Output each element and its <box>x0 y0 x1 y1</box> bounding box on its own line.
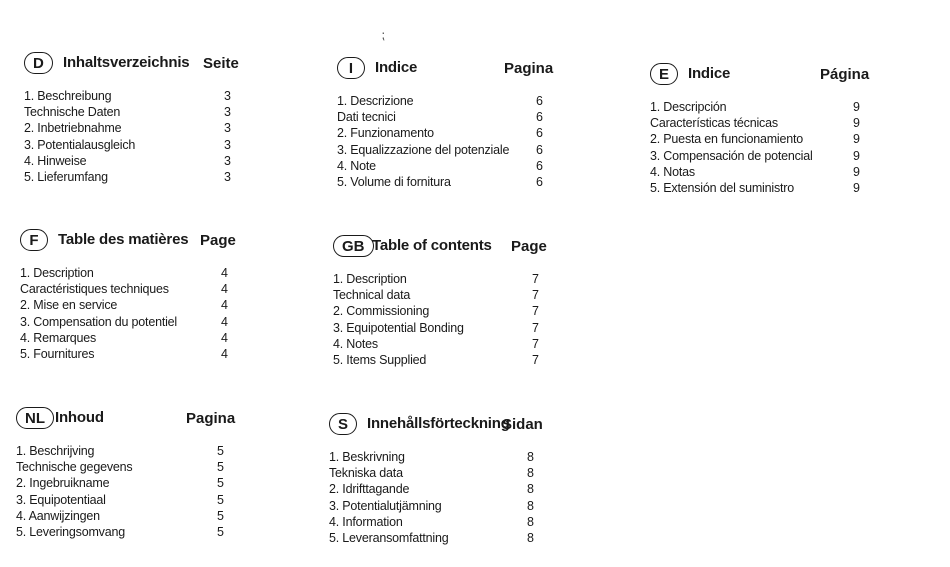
toc-entry-page: 4 <box>221 282 228 297</box>
toc-entry-text: 5. Items Supplied <box>333 352 427 367</box>
toc-row <box>333 352 578 368</box>
toc-entry-page: 7 <box>532 288 539 303</box>
toc-row <box>650 131 895 147</box>
language-badge: I <box>337 57 365 79</box>
toc-row <box>329 530 574 546</box>
toc-entry-text: 3. Potentialausgleich <box>24 137 136 152</box>
toc-section-se <box>329 413 574 545</box>
toc-entry-text: 1. Beschrijving <box>16 444 95 458</box>
toc-entry-text: 4. Notas <box>650 164 695 179</box>
toc-row <box>333 336 578 352</box>
toc-rows <box>650 99 895 196</box>
toc-entry-page: 5 <box>217 492 224 507</box>
toc-entry-text: 5. Fournitures <box>20 346 95 361</box>
toc-heading <box>337 57 582 83</box>
toc-row <box>337 142 582 158</box>
toc-row <box>16 524 261 540</box>
toc-entry-text: 2. Mise en service <box>20 298 118 313</box>
toc-entry-text: 5. Leveringsomvang <box>16 524 125 539</box>
toc-row <box>337 174 582 190</box>
toc-row <box>20 330 265 346</box>
toc-entry-text: Características técnicas <box>650 116 778 131</box>
toc-entry-page: 3 <box>224 121 231 136</box>
toc-entry-page: 6 <box>536 94 543 108</box>
toc-section-es <box>650 63 895 195</box>
language-badge: GB <box>333 235 374 257</box>
toc-entry-text: 5. Volume di fornitura <box>337 174 451 189</box>
toc-row <box>337 158 582 174</box>
toc-entry-page: 3 <box>224 153 231 168</box>
toc-entry-page: 4 <box>221 298 228 313</box>
toc-entry-page: 9 <box>853 100 860 114</box>
page-column-label: Pagina <box>186 410 236 427</box>
toc-title: Indice <box>375 59 418 76</box>
toc-entry-page: 3 <box>224 169 231 184</box>
toc-entry-page: 5 <box>217 476 224 491</box>
toc-entry-text: 4. Aanwijzingen <box>16 508 100 523</box>
toc-entry-page: 7 <box>532 304 539 319</box>
toc-row <box>24 153 269 169</box>
toc-row <box>650 99 895 115</box>
toc-entry-page: 7 <box>532 352 539 367</box>
toc-entry-page: 8 <box>527 498 534 513</box>
toc-entry-text: Technische Daten <box>24 105 121 120</box>
toc-row <box>337 125 582 141</box>
toc-entry-text: 5. Leveransomfattning <box>329 530 449 545</box>
toc-row <box>650 180 895 196</box>
toc-row <box>24 137 269 153</box>
page-column-label: Página <box>820 66 870 83</box>
toc-rows <box>333 271 578 368</box>
toc-entry-text: Dati tecnici <box>337 110 396 125</box>
toc-entry-page: 3 <box>224 89 231 103</box>
toc-entry-text: 4. Remarques <box>20 330 97 345</box>
toc-entry-text: 2. Commissioning <box>333 304 430 319</box>
toc-entry-page: 6 <box>536 110 543 125</box>
toc-entry-text: 1. Beskrivning <box>329 450 405 464</box>
toc-entry-page: 8 <box>527 466 534 481</box>
language-badge: F <box>20 229 48 251</box>
toc-entry-text: 4. Hinweise <box>24 153 87 168</box>
toc-entry-page: 9 <box>853 148 860 163</box>
toc-entry-page: 4 <box>221 266 228 280</box>
toc-row <box>337 109 582 125</box>
toc-row <box>333 303 578 319</box>
toc-row <box>24 169 269 185</box>
toc-entry-text: 1. Descripción <box>650 100 727 114</box>
toc-entry-page: 5 <box>217 508 224 523</box>
language-badge: D <box>24 52 53 74</box>
toc-entry-text: 3. Compensation du potentiel <box>20 314 178 329</box>
toc-rows <box>16 443 261 540</box>
toc-entry-text: 2. Ingebruikname <box>16 476 110 491</box>
toc-row <box>20 297 265 313</box>
toc-entry-text: 4. Information <box>329 514 403 529</box>
page-column-label: Pagina <box>504 60 554 77</box>
toc-row <box>329 449 574 465</box>
toc-row <box>333 320 578 336</box>
toc-entry-page: 6 <box>536 174 543 189</box>
toc-row <box>16 492 261 508</box>
toc-row <box>333 271 578 287</box>
toc-entry-page: 7 <box>532 272 539 286</box>
toc-heading <box>16 407 261 433</box>
toc-row <box>650 164 895 180</box>
toc-entry-page: 6 <box>536 158 543 173</box>
toc-entry-text: Tekniska data <box>329 466 403 481</box>
toc-entry-page: 4 <box>221 330 228 345</box>
toc-entry-page: 9 <box>853 180 860 195</box>
toc-entry-text: 5. Extensión del suministro <box>650 180 794 195</box>
toc-row <box>329 498 574 514</box>
toc-title: Inhoud <box>55 409 104 426</box>
toc-row <box>20 265 265 281</box>
toc-entry-page: 5 <box>217 524 224 539</box>
toc-section-de <box>24 52 269 184</box>
toc-row <box>333 287 578 303</box>
toc-row <box>16 475 261 491</box>
page-column-label: Page <box>511 238 547 255</box>
toc-row <box>329 514 574 530</box>
toc-entry-text: Technische gegevens <box>16 460 133 475</box>
toc-entry-text: 4. Notes <box>333 336 378 351</box>
page-column-label: Seite <box>203 55 239 72</box>
toc-row <box>20 346 265 362</box>
toc-entry-page: 4 <box>221 346 228 361</box>
toc-entry-page: 8 <box>527 482 534 497</box>
toc-entry-page: 3 <box>224 105 231 120</box>
toc-heading <box>650 63 895 89</box>
toc-heading <box>24 52 269 78</box>
toc-entry-page: 5 <box>217 444 224 458</box>
toc-title: Innehållsförteckning <box>367 415 510 432</box>
toc-heading <box>329 413 574 439</box>
page-column-label: Sidan <box>502 416 543 433</box>
toc-entry-text: 2. Idrifttagande <box>329 482 410 497</box>
toc-entry-page: 4 <box>221 314 228 329</box>
toc-heading <box>20 229 265 255</box>
toc-entry-text: 1. Descrizione <box>337 94 414 108</box>
toc-section-it <box>337 57 582 189</box>
toc-row <box>20 281 265 297</box>
toc-entry-text: 3. Equalizzazione del potenziale <box>337 142 510 157</box>
language-badge: E <box>650 63 678 85</box>
toc-entry-text: 3. Compensación de potencial <box>650 148 813 163</box>
toc-section-fr <box>20 229 265 361</box>
toc-entry-page: 3 <box>224 137 231 152</box>
toc-entry-page: 6 <box>536 126 543 141</box>
toc-row <box>24 104 269 120</box>
toc-rows <box>337 93 582 190</box>
toc-row <box>24 120 269 136</box>
toc-title: Inhaltsverzeichnis <box>63 54 190 71</box>
toc-entry-text: 2. Funzionamento <box>337 126 434 141</box>
toc-rows <box>20 265 265 362</box>
toc-entry-text: 5. Lieferumfang <box>24 169 108 184</box>
toc-entry-page: 9 <box>853 164 860 179</box>
toc-entry-text: 3. Equipotentiaal <box>16 492 106 507</box>
toc-entry-page: 5 <box>217 460 224 475</box>
toc-heading <box>333 235 578 261</box>
toc-entry-text: 4. Note <box>337 158 376 173</box>
toc-row <box>16 443 261 459</box>
toc-title: Table of contents <box>372 237 492 254</box>
toc-row <box>329 465 574 481</box>
toc-title: Table des matières <box>58 231 189 248</box>
toc-section-gb <box>333 235 578 367</box>
toc-row <box>329 481 574 497</box>
toc-entry-text: Technical data <box>333 288 411 303</box>
toc-entry-text: 2. Inbetriebnahme <box>24 121 122 136</box>
toc-rows <box>24 88 269 185</box>
toc-row <box>16 459 261 475</box>
toc-entry-page: 8 <box>527 450 534 464</box>
toc-entry-text: 3. Potentialutjämning <box>329 498 442 513</box>
toc-row <box>650 148 895 164</box>
toc-row <box>16 508 261 524</box>
toc-section-nl <box>16 407 261 539</box>
toc-row <box>24 88 269 104</box>
page-column-label: Page <box>200 232 236 249</box>
toc-entry-page: 8 <box>527 514 534 529</box>
language-badge: NL <box>16 407 54 429</box>
toc-row <box>20 314 265 330</box>
toc-title: Indice <box>688 65 731 82</box>
toc-rows <box>329 449 574 546</box>
toc-entry-text: Caractéristiques techniques <box>20 282 169 297</box>
toc-entry-page: 8 <box>527 530 534 545</box>
toc-entry-page: 6 <box>536 142 543 157</box>
toc-entry-page: 7 <box>532 320 539 335</box>
toc-entry-page: 9 <box>853 116 860 131</box>
language-badge: S <box>329 413 357 435</box>
toc-row <box>650 115 895 131</box>
toc-entry-page: 9 <box>853 132 860 147</box>
toc-row <box>337 93 582 109</box>
toc-entry-text: 1. Description <box>20 266 94 280</box>
toc-entry-text: 1. Description <box>333 272 407 286</box>
toc-entry-text: 3. Equipotential Bonding <box>333 320 464 335</box>
toc-entry-text: 2. Puesta en funcionamiento <box>650 132 804 147</box>
scan-speck: ⁏ <box>381 28 386 42</box>
toc-entry-text: 1. Beschreibung <box>24 89 112 103</box>
toc-entry-page: 7 <box>532 336 539 351</box>
